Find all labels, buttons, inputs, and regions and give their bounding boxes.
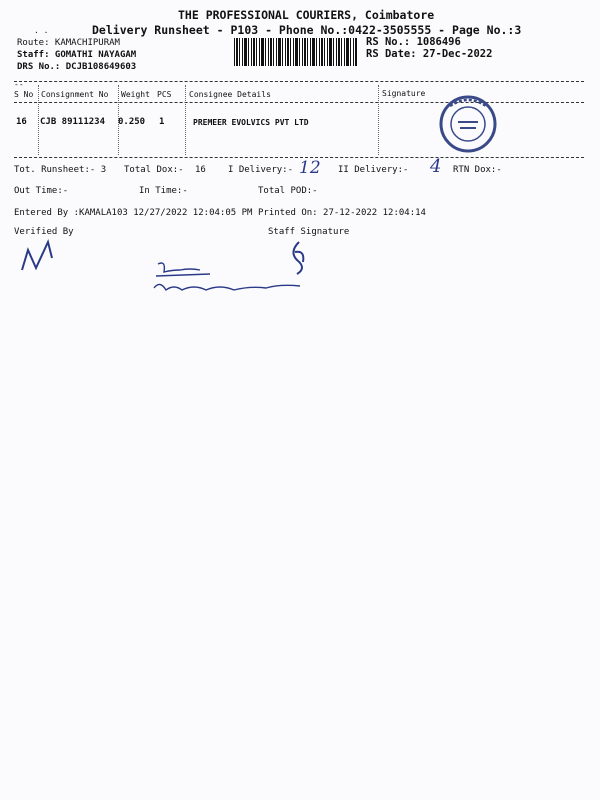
total-pod-label: Total POD:- (258, 186, 318, 196)
row-pcs: 1 (159, 117, 165, 127)
staff-signature-label: Staff Signature (268, 227, 350, 237)
printed-on: Printed On: 27-12-2022 12:04:14 (258, 208, 426, 218)
in-time-label: In Time:- (139, 186, 188, 196)
drs-number: DRS No.: DCJB108649603 (17, 62, 137, 72)
col-consignee: Consignee Details (189, 90, 271, 99)
total-dox-label: Total Dox:- (124, 165, 184, 175)
company-stamp (438, 92, 502, 156)
row-consignee: PREMEER EVOLVICS PVT LTD (193, 118, 309, 127)
table-top-dash: -- (14, 80, 24, 89)
col-sno: S No (14, 90, 34, 99)
rs-number: RS No.: 1086496 (366, 36, 461, 48)
tot-runsheet: Tot. Runsheet:- 3 (14, 165, 107, 175)
col-weight: Weight (121, 90, 150, 99)
corner-mark: . . (34, 26, 49, 35)
col-consignment: Consignment No (41, 90, 109, 99)
col-divider (185, 85, 186, 155)
company-title: THE PROFESSIONAL COURIERS, Coimbatore (178, 8, 435, 22)
row-sno: 16 (16, 117, 27, 127)
col-divider (38, 85, 39, 155)
rs-date: RS Date: 27-Dec-2022 (366, 48, 493, 60)
out-time-label: Out Time:- (14, 186, 69, 196)
verifier-signature (18, 238, 68, 278)
row-consignment: CJB 89111234 (40, 117, 106, 127)
ii-delivery-handwritten: 4 (430, 156, 442, 177)
i-delivery-handwritten: 12 (299, 158, 321, 178)
ii-delivery-label: II Delivery:- (338, 165, 409, 175)
table-top-rule (14, 81, 584, 82)
route-label: Route: KAMACHIPURAM (17, 38, 120, 48)
col-pcs: PCS (157, 90, 172, 99)
staff-label: Staff: GOMATHI NAYAGAM (17, 50, 137, 60)
receiver-signature (150, 258, 310, 298)
i-delivery-label: I Delivery:- (228, 165, 294, 175)
barcode (234, 38, 358, 66)
col-signature: Signature (382, 89, 426, 98)
entered-by: Entered By :KAMALA103 12/27/2022 12:04:05 PM (14, 208, 253, 218)
verified-by-label: Verified By (14, 227, 74, 237)
col-divider (378, 85, 379, 155)
row-weight: 0.250 (118, 117, 146, 127)
runsheet-title: Delivery Runsheet - P103 - Phone No.:0422-3505555 - Page No.:3 (92, 23, 522, 37)
rtn-dox-label: RTN Dox:- (453, 165, 502, 175)
total-dox-value: 16 (195, 165, 206, 175)
